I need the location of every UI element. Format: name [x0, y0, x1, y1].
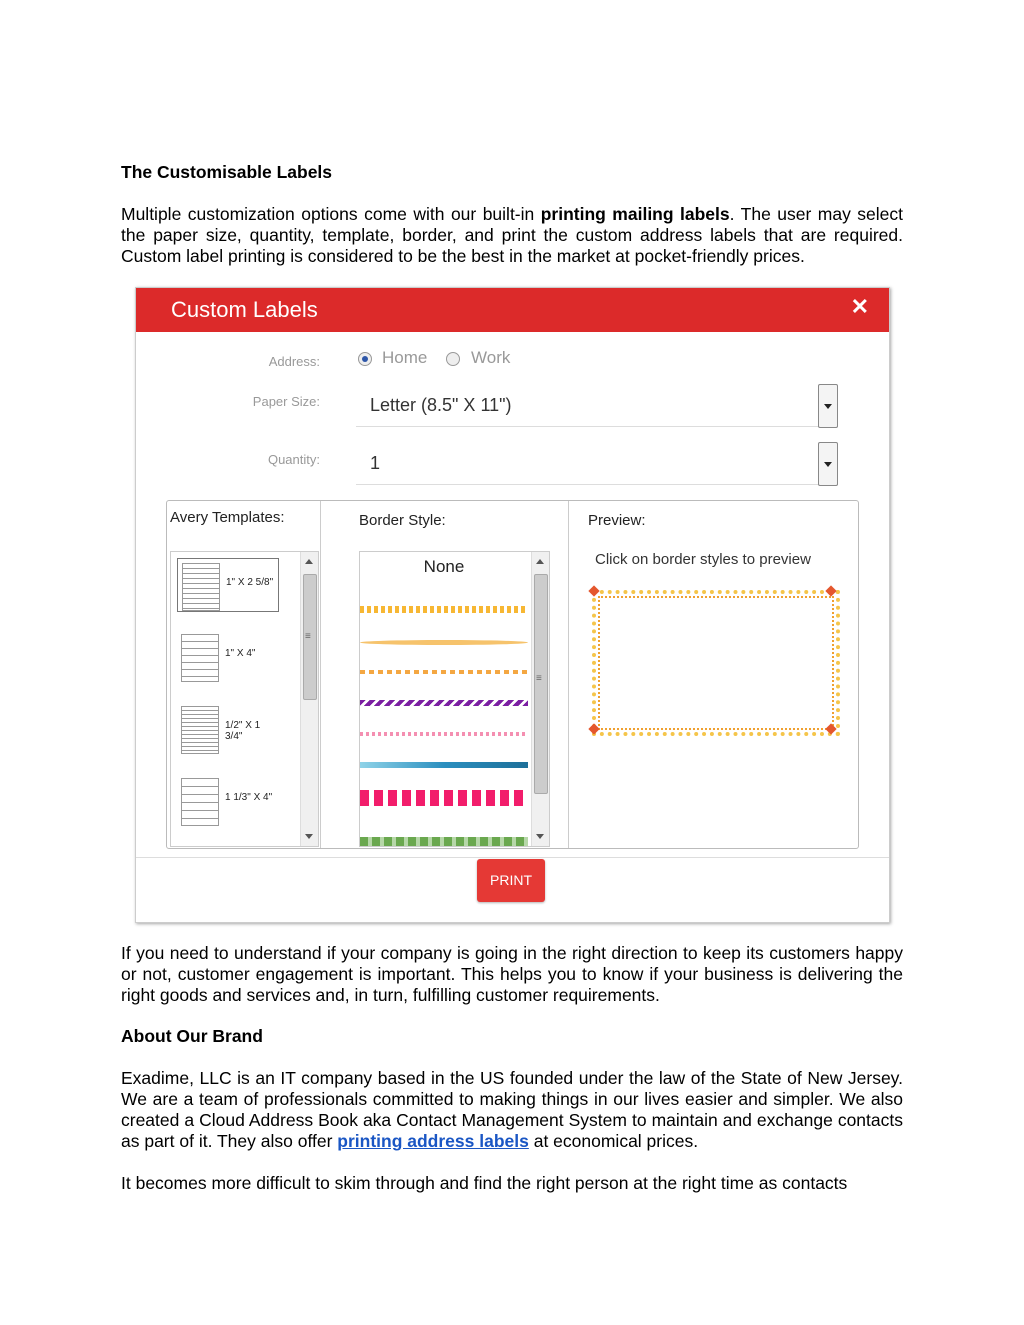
border-scrollbar[interactable]	[531, 552, 549, 846]
close-icon[interactable]: ✕	[850, 294, 869, 319]
border-option-orange-diamonds[interactable]	[360, 606, 528, 613]
border-option-pink-blocks[interactable]	[360, 790, 528, 806]
preview-hint: Click on border styles to preview	[595, 551, 811, 568]
preview-title: Preview:	[588, 512, 646, 529]
engagement-paragraph: If you need to understand if your company is going in the right direction to keep its customers happy or not, customer engagement is important. This helps you to know if your business is delivering the right goods and services and, in turn, fulfilling customer requirements.	[121, 943, 903, 1005]
column-divider	[320, 501, 321, 848]
printing-address-labels-link[interactable]: printing address labels	[337, 1131, 529, 1151]
address-label: Address:	[268, 354, 320, 369]
column-divider	[568, 501, 569, 848]
template-size: 1 1/3" X 4"	[225, 792, 273, 803]
address-option-home[interactable]: Home	[382, 348, 428, 367]
quantity-label: Quantity:	[267, 452, 320, 467]
intro-bold-phrase: printing mailing labels	[540, 204, 730, 224]
scroll-up-icon[interactable]	[305, 559, 313, 564]
templates-scrollbar[interactable]	[300, 552, 318, 846]
paper-size-select[interactable]	[356, 384, 838, 427]
dialog-title: Custom Labels	[171, 297, 318, 322]
dialog-titlebar	[136, 288, 889, 332]
border-preview-frame	[592, 590, 840, 736]
border-option-dashed[interactable]	[360, 670, 528, 674]
paper-size-value: Letter (8.5" X 11")	[370, 395, 512, 415]
address-option-work[interactable]: Work	[471, 348, 511, 367]
scroll-up-icon[interactable]	[536, 559, 544, 564]
template-size: 1" X 4"	[225, 648, 256, 659]
label-sheet-icon	[181, 634, 219, 682]
address-radio-work[interactable]	[446, 352, 460, 366]
border-option-none[interactable]: None	[423, 557, 465, 576]
intro-paragraph	[121, 204, 903, 267]
paper-size-label: Paper Size:	[252, 394, 320, 409]
scroll-down-icon[interactable]	[536, 834, 544, 839]
brand-paragraph	[121, 1068, 903, 1152]
label-sheet-icon	[181, 706, 219, 754]
border-option-purple[interactable]	[360, 700, 528, 706]
template-item[interactable]	[177, 630, 277, 682]
dialog-footer-divider	[136, 857, 889, 858]
intro-text-start: Multiple customization options come with our built-in	[121, 204, 541, 224]
scroll-thumb[interactable]	[534, 574, 548, 794]
label-sheet-icon	[182, 563, 220, 611]
custom-labels-dialog	[135, 287, 890, 923]
border-option-green[interactable]	[360, 837, 528, 846]
border-option-wave[interactable]	[360, 640, 528, 645]
scroll-thumb[interactable]	[303, 574, 317, 700]
brand-text-start: Exadime, LLC is an IT company based in the US founded under the law of the State of New Jersey. We are a team of professionals committed to making things in our lives easier and simpler. We also created a Cloud Address Book aka Contact Management System to maintain and exchange contacts as part of it. They also offer	[121, 1068, 903, 1151]
address-radio-home[interactable]	[358, 352, 372, 366]
brand-text-end: at economical prices.	[528, 1131, 699, 1151]
contacts-paragraph: It becomes more difficult to skim through and find the right person at the right time as contacts	[121, 1173, 848, 1193]
template-item[interactable]	[177, 774, 277, 826]
section-heading-about-brand: About Our Brand	[121, 1026, 263, 1046]
quantity-value: 1	[370, 453, 381, 473]
template-item[interactable]	[177, 702, 277, 754]
options-panel	[166, 500, 859, 849]
templates-title: Avery Templates:	[170, 509, 285, 526]
intro-text-end: . The user may select the paper size, quantity, template, border, and print the custom address labels that are required. Custom label printing is considered to be the best in the market at pocket-friendly prices.	[121, 204, 904, 266]
chevron-down-icon[interactable]	[818, 442, 838, 486]
border-option-pink-hearts[interactable]	[360, 732, 528, 736]
template-size: 1" X 2 5/8"	[226, 577, 274, 588]
templates-list[interactable]	[170, 551, 319, 847]
template-size: 1/2" X 1 3/4"	[225, 720, 261, 742]
border-style-list[interactable]	[359, 551, 550, 847]
scroll-down-icon[interactable]	[305, 834, 313, 839]
print-button[interactable]: PRINT	[477, 859, 545, 902]
chevron-down-icon[interactable]	[818, 384, 838, 428]
quantity-select[interactable]	[356, 442, 838, 485]
border-option-blue[interactable]	[360, 762, 528, 768]
border-style-title: Border Style:	[359, 512, 446, 529]
label-sheet-icon	[181, 778, 219, 826]
section-heading-customisable-labels: The Customisable Labels	[121, 162, 333, 182]
template-item[interactable]	[177, 558, 279, 612]
